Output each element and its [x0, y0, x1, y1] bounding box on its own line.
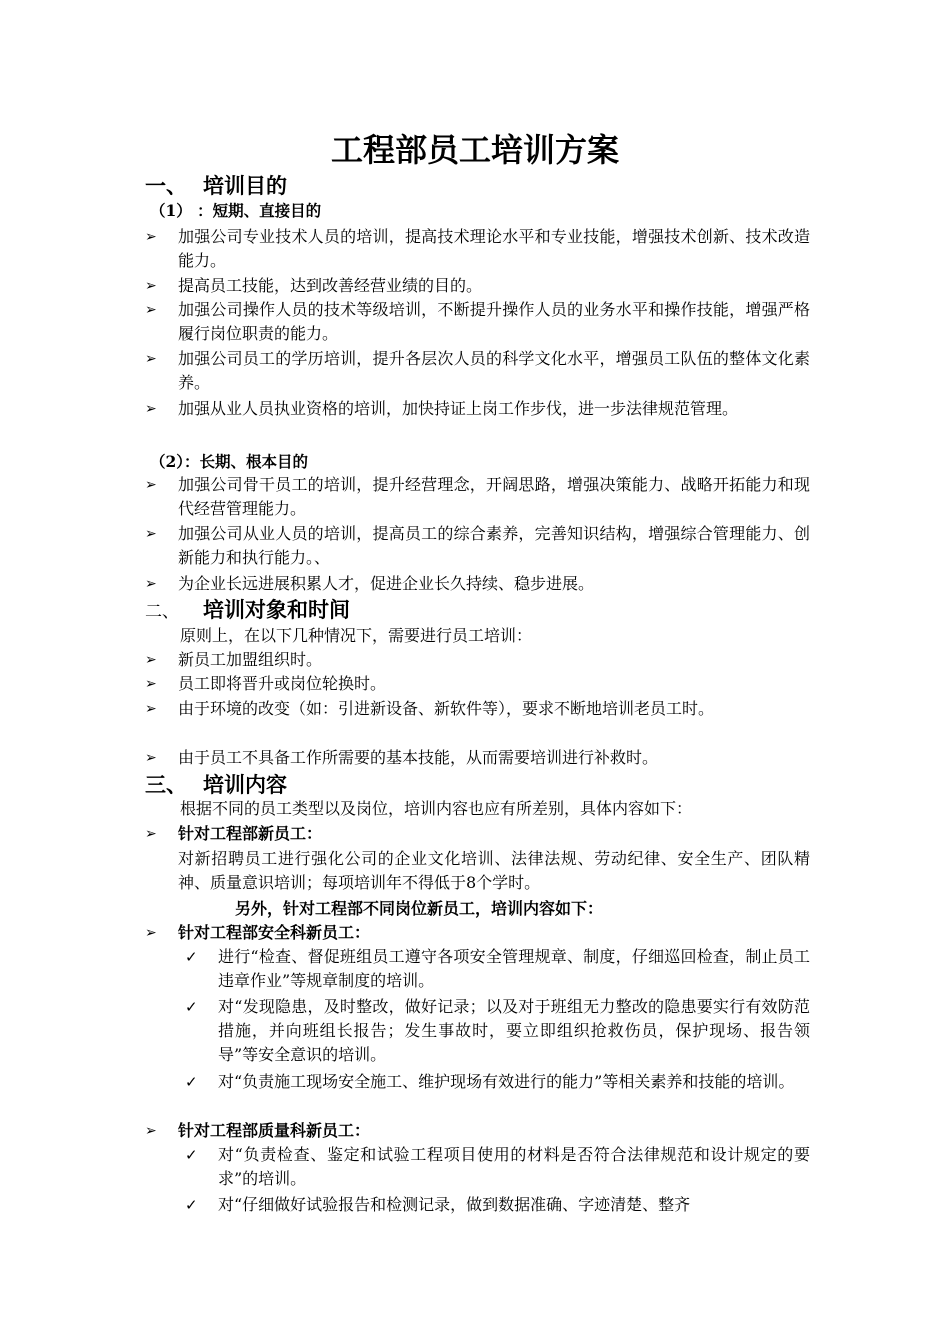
list-item: ➢ 加强公司操作人员的技术等级培训，不断提升操作人员的业务水平和操作技能，增强严格履行岗位职责的能力。 — [145, 300, 810, 343]
list-item: ➢ 员工即将晋升或岗位轮换时。 — [145, 672, 810, 696]
list-item: ➢ 加强公司骨干员工的培训，提升经营理念，开阔思路，增强决策能力、战略开拓能力和现代经营管理能力。 — [145, 475, 810, 518]
section-heading-3 — [145, 771, 287, 799]
check-item: ✓ 进行“检查、督促班组员工遵守各项安全管理规章、制度，仔细巡回检查，制止员工违章作业”等规章制度的培训。 — [185, 947, 810, 990]
arrow-bullet-icon: ➢ — [145, 302, 157, 318]
arrow-bullet-icon: ➢ — [145, 826, 157, 842]
list-item-quality: ➢ 针对工程部质量科新员工： — [145, 1119, 810, 1143]
section-number: 一、 — [145, 173, 187, 198]
section-title: 培训目的 — [203, 173, 287, 198]
arrow-bullet-icon: ➢ — [145, 351, 157, 367]
list-item: ➢ 为企业长远进展积累人才，促进企业长久持续、稳步进展。 — [145, 572, 810, 596]
section-heading-2 — [145, 596, 350, 626]
list-item: ➢ 加强公司员工的学历培训，提升各层次人员的科学文化水平，增强员工队伍的整体文化素养。 — [145, 349, 810, 392]
check-icon: ✓ — [185, 1073, 198, 1091]
section-title: 培训内容 — [203, 772, 287, 797]
arrow-bullet-icon: ➢ — [145, 1123, 157, 1139]
arrow-bullet-icon: ➢ — [145, 401, 157, 417]
check-item: ✓ 对“负责检查、鉴定和试验工程项目使用的材料是否符合法律规范和设计规定的要求”的培训。 — [185, 1145, 810, 1188]
list-item: ➢ 加强公司从业人员的培训，提高员工的综合素养，完善知识结构，增强综合管理能力、创新能力和执行能力。、 — [145, 524, 810, 567]
list-item: ➢ 由于环境的改变（如：引进新设备、新软件等），要求不断地培训老员工时。 — [145, 697, 810, 721]
list-item: ➢ 由于员工不具备工作所需要的基本技能，从而需要培训进行补救时。 — [145, 746, 810, 770]
subsection-heading-long-term: （2）：长期、根本目的 — [150, 452, 309, 471]
subsection-heading-short-term: （1） ：短期、直接目的 — [150, 201, 322, 220]
arrow-bullet-icon: ➢ — [145, 925, 157, 941]
arrow-bullet-icon: ➢ — [145, 701, 157, 717]
list-item-new-staff: ➢ 针对工程部新员工： — [145, 822, 810, 846]
check-item: ✓ 对“发现隐患，及时整改，做好记录；以及对于班组无力整改的隐患要实行有效防范措施，并向班组长报告；发生事故时，要立即组织抢救伤员，保护现场、报告领导”等安全意识的培训。 — [185, 997, 810, 1064]
check-icon: ✓ — [185, 1196, 198, 1214]
list-item: ➢ 加强从业人员执业资格的培训，加快持证上岗工作步伐，进一步法律规范管理。 — [145, 397, 810, 421]
arrow-bullet-icon: ➢ — [145, 526, 157, 542]
arrow-bullet-icon: ➢ — [145, 229, 157, 245]
section-number: 三、 — [145, 772, 187, 797]
arrow-bullet-icon: ➢ — [145, 750, 157, 766]
list-item: ➢ 加强公司专业技术人员的培训，提高技术理论水平和专业技能，增强技术创新、技术改造能力。 — [145, 227, 810, 270]
note-line: 另外，针对工程部不同岗位新员工，培训内容如下： — [235, 899, 604, 918]
section-number: 二、 — [145, 602, 179, 622]
check-item: ✓ 对“负责施工现场安全施工、维护现场有效进行的能力”等相关素养和技能的培训。 — [185, 1070, 810, 1094]
list-item: ➢ 新员工加盟组织时。 — [145, 648, 810, 672]
section-intro: 原则上，在以下几种情况下，需要进行员工培训： — [180, 626, 533, 645]
check-icon: ✓ — [185, 948, 198, 966]
check-item: ✓ 对“仔细做好试验报告和检测记录，做到数据准确、字迹清楚、整齐 — [185, 1193, 810, 1217]
section-heading-1 — [145, 172, 287, 200]
arrow-bullet-icon: ➢ — [145, 576, 157, 592]
check-icon: ✓ — [185, 1146, 198, 1164]
check-icon: ✓ — [185, 998, 198, 1016]
new-staff-paragraph: 对新招聘员工进行强化公司的企业文化培训、法律法规、劳动纪律、安全生产、团队精神、质量意识培训；每项培训年不得低于8个学时。 — [178, 849, 810, 892]
document-title: 工程部员工培训方案 — [330, 131, 619, 169]
section-intro: 根据不同的员工类型以及岗位，培训内容也应有所差别，具体内容如下： — [180, 799, 693, 818]
list-item-safety: ➢ 针对工程部安全科新员工： — [145, 921, 810, 945]
arrow-bullet-icon: ➢ — [145, 477, 157, 493]
arrow-bullet-icon: ➢ — [145, 676, 157, 692]
section-title: 培训对象和时间 — [203, 597, 350, 622]
arrow-bullet-icon: ➢ — [145, 652, 157, 668]
list-item: ➢ 提高员工技能，达到改善经营业绩的目的。 — [145, 274, 810, 298]
arrow-bullet-icon: ➢ — [145, 278, 157, 294]
